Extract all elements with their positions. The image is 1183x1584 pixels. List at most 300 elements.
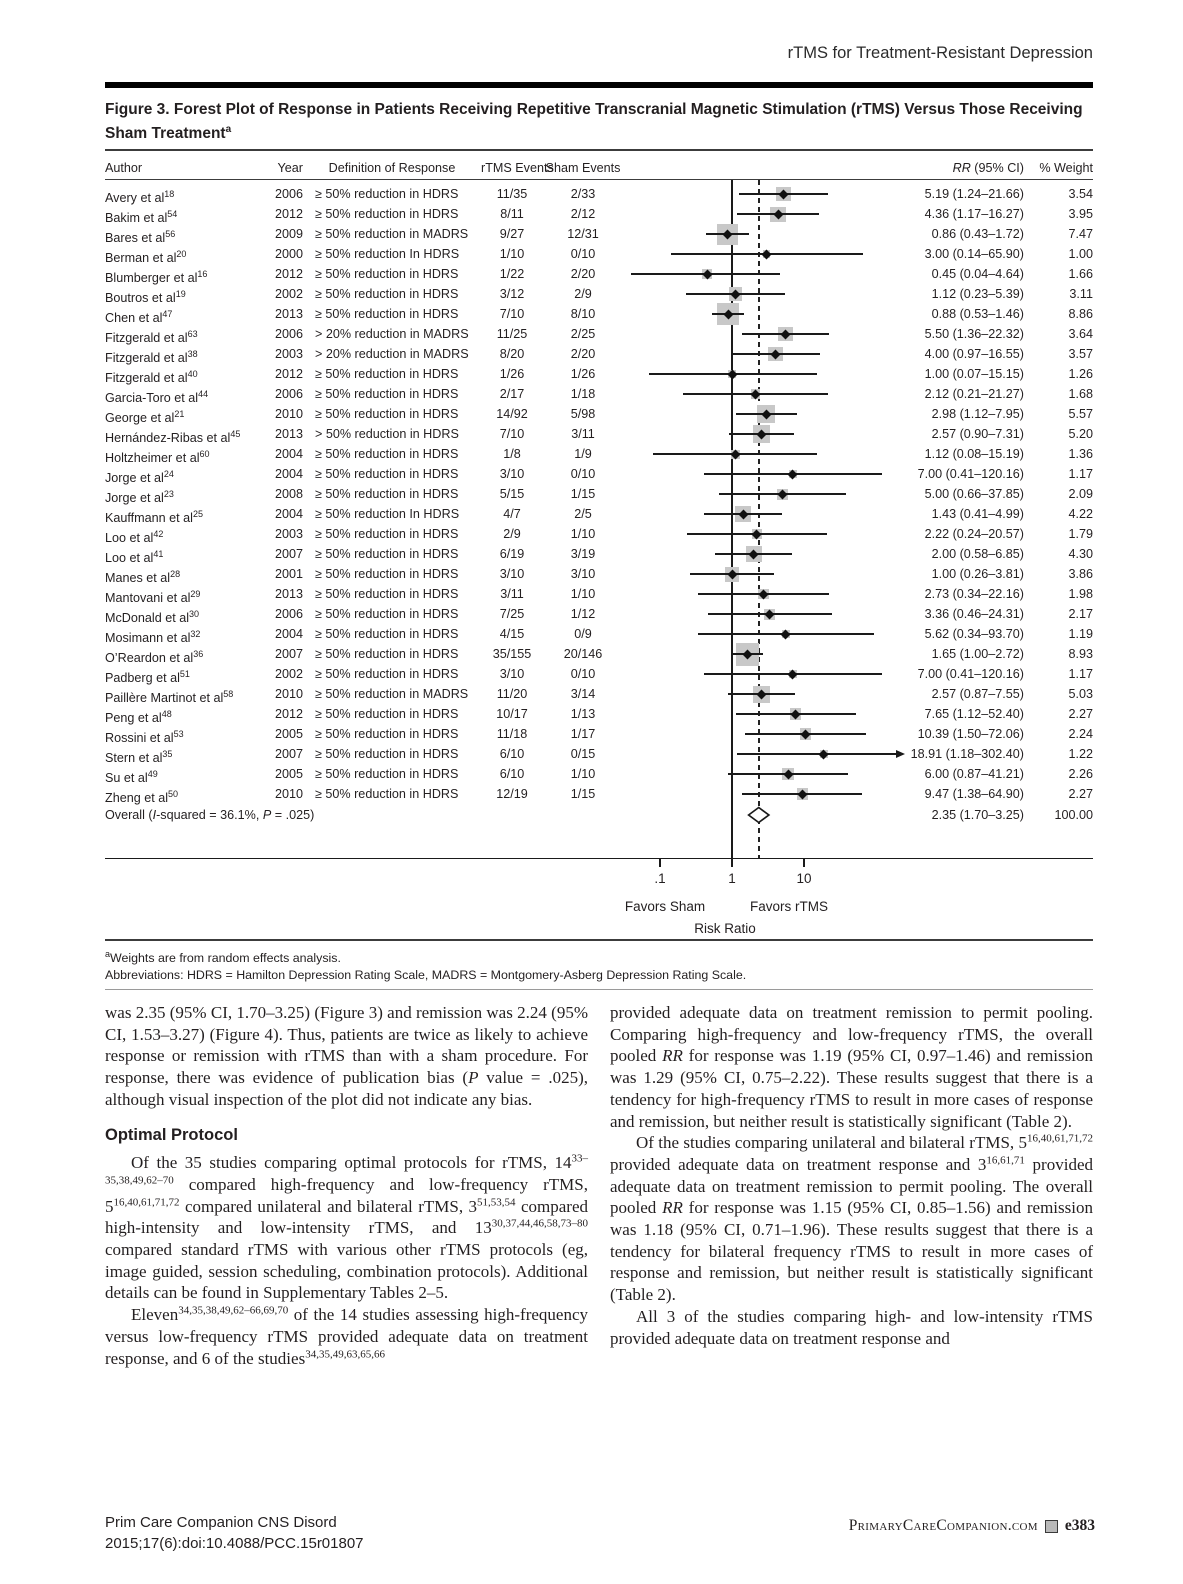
- weight-value: 5.03: [1068, 687, 1093, 702]
- footnote-abbreviations: Abbreviations: HDRS = Hamilton Depression Rating Scale, MADRS = Montgomery-Asberg Depression Rating Scale.: [105, 967, 747, 982]
- overall-rr-text: 2.35 (1.70–3.25): [931, 808, 1024, 823]
- rr-ci-value: 18.91 (1.18–302.40): [910, 747, 1024, 762]
- author-ref: 35: [162, 749, 173, 760]
- rr-ci-value: 0.88 (0.53–1.46): [931, 307, 1024, 322]
- tick-label-1: 1: [728, 871, 736, 887]
- weight-value: 5.57: [1068, 407, 1093, 422]
- response-definition: ≥ 50% reduction in HDRS: [315, 367, 459, 382]
- ci-plot-cell: [623, 644, 906, 664]
- study-year: 2004: [274, 627, 303, 642]
- author-name: Avery et al: [105, 191, 165, 206]
- rr-ci-value: 3.36 (0.46–24.31): [924, 607, 1024, 622]
- study-year: 2012: [274, 707, 303, 722]
- col-header-year: Year: [277, 161, 303, 176]
- study-year: 2004: [274, 467, 303, 482]
- sham-events-value: 0/10: [570, 467, 596, 482]
- weight-value: 5.20: [1068, 427, 1093, 442]
- rtms-events-value: 6/19: [499, 547, 525, 562]
- author-name: Loo et al: [105, 551, 154, 566]
- rtms-events-value: 7/10: [499, 307, 525, 322]
- rr-ci-value: 5.19 (1.24–21.66): [924, 187, 1024, 202]
- study-author: [105, 224, 265, 244]
- study-year: 2006: [274, 387, 303, 402]
- study-year: 2006: [274, 187, 303, 202]
- rr-ci-value: 0.86 (0.43–1.72): [931, 227, 1024, 242]
- ci-plot-cell: [623, 324, 906, 344]
- weight-value: 3.64: [1068, 327, 1093, 342]
- response-definition: ≥ 50% reduction in HDRS: [315, 647, 459, 662]
- body-paragraph: Eleven$^{34,35,38,49,62-66,69,70}$ of the 14 studies assessing high-frequency versus low-frequency rTMS provided adequate data on treatment response, and 6 of the studies$^{34,35,49,63,65,66}$: [105, 1304, 588, 1368]
- author-ref: 44: [198, 389, 209, 400]
- author-ref: 63: [187, 329, 198, 340]
- study-author: [105, 504, 265, 524]
- author-name: Mantovani et al: [105, 591, 191, 606]
- table-row: [105, 244, 1093, 264]
- weight-value: 2.26: [1068, 767, 1093, 782]
- footer-site-info: [849, 1517, 1095, 1535]
- figure-title: Figure 3. Forest Plot of Response in Patients Receiving Repetitive Transcranial Magnetic Stimulation (rTMS) Versus Those Receiving Sham Treatment$^a$: [105, 101, 1083, 143]
- sham-events-value: 1/26: [570, 367, 596, 382]
- study-year: 2013: [274, 587, 303, 602]
- author-ref: 20: [176, 249, 187, 260]
- x-axis-area: [105, 859, 1093, 937]
- sham-events-value: 1/18: [570, 387, 596, 402]
- table-row: [105, 784, 1093, 804]
- sham-events-value: 3/14: [570, 687, 596, 702]
- response-definition: ≥ 50% reduction in HDRS: [315, 567, 459, 582]
- author-name: Fitzgerald et al: [105, 371, 188, 386]
- footnote-weights: $^a$Weights are from random effects analysis.: [105, 949, 341, 966]
- response-definition: ≥ 50% reduction in HDRS: [315, 487, 459, 502]
- study-year: 2002: [274, 667, 303, 682]
- weight-value: 1.00: [1068, 247, 1093, 262]
- sham-events-value: 0/10: [570, 667, 596, 682]
- rtms-events-value: 6/10: [499, 767, 525, 782]
- table-row: [105, 404, 1093, 424]
- response-definition: ≥ 50% reduction in HDRS: [315, 627, 459, 642]
- sham-events-value: 20/146: [563, 647, 603, 662]
- body-paragraph: provided adequate data on treatment remission to permit pooling. Comparing high-frequency and low-frequency rTMS, the overall pooled RR for response was 1.19 (95% CI, 0.97–1.46) and remission was 1.29 (95% CI, 0.75–2.22). These results suggest that there is a tendency for high-frequency rTMS to result in more cases of response and remission, but neither result is statistically significant (Table 2).: [610, 1003, 1093, 1131]
- study-year: 2009: [274, 227, 303, 242]
- response-definition: ≥ 50% reduction In HDRS: [315, 247, 460, 262]
- sham-events-value: 0/15: [570, 747, 596, 762]
- weight-value: 2.27: [1068, 707, 1093, 722]
- ci-plot-cell: [623, 564, 906, 584]
- favors-rtms-label: Favors rTMS: [749, 899, 829, 915]
- weight-value: 3.57: [1068, 347, 1093, 362]
- table-row: [105, 584, 1093, 604]
- weight-value: 4.30: [1068, 547, 1093, 562]
- ci-plot-cell: [623, 704, 906, 724]
- rtms-events-value: 10/17: [496, 707, 528, 722]
- rr-ci-value: 2.00 (0.58–6.85): [931, 547, 1024, 562]
- table-row: [105, 184, 1093, 204]
- response-definition: ≥ 50% reduction in HDRS: [315, 447, 459, 462]
- study-year: 2012: [274, 207, 303, 222]
- weight-value: 4.22: [1068, 507, 1093, 522]
- author-ref: 42: [153, 529, 164, 540]
- weight-value: 2.17: [1068, 607, 1093, 622]
- weight-value: 7.47: [1068, 227, 1093, 242]
- table-row: [105, 644, 1093, 664]
- sham-events-value: 2/20: [570, 267, 596, 282]
- sham-events-value: 1/10: [570, 587, 596, 602]
- body-column-left: [105, 1002, 588, 1369]
- ci-plot-cell: [623, 484, 906, 504]
- study-year: 2007: [274, 747, 303, 762]
- table-row: [105, 324, 1093, 344]
- author-name: Fitzgerald et al: [105, 351, 188, 366]
- response-definition: ≥ 50% reduction in HDRS: [315, 707, 459, 722]
- author-name: Fitzgerald et al: [105, 331, 188, 346]
- footer-journal-info: [105, 1512, 364, 1554]
- col-header-rtms-events: rTMS Events: [481, 161, 554, 176]
- ci-line: [737, 753, 896, 755]
- ci-plot-cell: [623, 744, 906, 764]
- rr-ci-value: 10.39 (1.50–72.06): [917, 727, 1024, 742]
- study-author: [105, 344, 265, 364]
- study-author: [105, 384, 265, 404]
- study-author: [105, 464, 265, 484]
- ci-plot-cell: [623, 664, 906, 684]
- rtms-events-value: 3/10: [499, 667, 525, 682]
- study-year: 2005: [274, 727, 303, 742]
- author-ref: 30: [189, 609, 200, 620]
- tick-mark-10: [803, 859, 805, 867]
- rtms-events-value: 3/10: [499, 467, 525, 482]
- author-name: Mosimann et al: [105, 631, 191, 646]
- figure-bottom-rule: [105, 989, 1093, 990]
- study-author: [105, 704, 265, 724]
- rr-ci-value: 6.00 (0.87–41.21): [924, 767, 1024, 782]
- response-definition: ≥ 50% reduction in HDRS: [315, 207, 459, 222]
- tick-label-10: 10: [796, 871, 812, 887]
- table-row: [105, 604, 1093, 624]
- author-ref: 16: [197, 269, 208, 280]
- table-row: [105, 204, 1093, 224]
- rtms-events-value: 35/155: [492, 647, 532, 662]
- author-name: Jorge et al: [105, 471, 164, 486]
- author-ref: 60: [199, 449, 210, 460]
- response-definition: ≥ 50% reduction in HDRS: [315, 667, 459, 682]
- study-author: [105, 744, 265, 764]
- ci-plot-cell: [623, 504, 906, 524]
- sham-events-value: 2/25: [570, 327, 596, 342]
- rr-ci-value: 7.65 (1.12–52.40): [924, 707, 1024, 722]
- study-author: [105, 724, 265, 744]
- col-header-sham-events: Sham Events: [545, 161, 621, 176]
- sham-events-value: 1/9: [574, 447, 592, 462]
- author-name: Holtzheimer et al: [105, 451, 200, 466]
- table-row: [105, 344, 1093, 364]
- table-row: [105, 624, 1093, 644]
- response-definition: ≥ 50% reduction in HDRS: [315, 787, 459, 802]
- body-paragraph: Of the 35 studies comparing optimal protocols for rTMS, 14$^{33-35,38,49,62-70}$ compared high-frequency and low-frequency rTMS, 5$^{16,40,61,71,72}$ compared unilateral and bilateral rTMS, 3$^{51,53,54}$ compared high-intensity and low-intensity rTMS, and 13$^{30,37,44,46,58,73-80}$ compared standard rTMS with various other rTMS protocols (eg, image guided, session scheduling, combination protocols). Additional details can be found in Supplementary Tables 2–5.: [105, 1152, 589, 1303]
- figure-footnotes: [105, 941, 1093, 989]
- author-ref: 36: [193, 649, 204, 660]
- author-ref: 54: [167, 209, 178, 220]
- author-name: Blumberger et al: [105, 271, 198, 286]
- rr-ci-value: 4.00 (0.97–16.55): [924, 347, 1024, 362]
- study-year: 2004: [274, 447, 303, 462]
- rtms-events-value: 3/12: [499, 287, 525, 302]
- study-author: [105, 204, 265, 224]
- study-year: 2010: [274, 687, 303, 702]
- study-year: 2007: [274, 647, 303, 662]
- rr-ci-value: 1.12 (0.08–15.19): [924, 447, 1024, 462]
- rtms-events-value: 11/25: [496, 327, 528, 342]
- sham-events-value: 1/12: [570, 607, 596, 622]
- author-name: Bares et al: [105, 231, 166, 246]
- weight-value: 1.36: [1068, 447, 1093, 462]
- study-year: 2010: [274, 407, 303, 422]
- study-year: 2008: [274, 487, 303, 502]
- study-year: 2013: [274, 307, 303, 322]
- sham-events-value: 1/10: [570, 767, 596, 782]
- weight-value: 1.79: [1068, 527, 1093, 542]
- table-row: [105, 464, 1093, 484]
- rtms-events-value: 11/35: [496, 187, 528, 202]
- table-row: [105, 544, 1093, 564]
- x-axis-title: Risk Ratio: [694, 921, 756, 937]
- ci-plot-cell: [623, 264, 906, 284]
- study-author: [105, 244, 265, 264]
- table-row: [105, 664, 1093, 684]
- rr-ci-value: 2.73 (0.34–22.16): [924, 587, 1024, 602]
- sham-events-value: 5/98: [570, 407, 596, 422]
- sham-events-value: 12/31: [567, 227, 599, 242]
- study-year: 2002: [274, 287, 303, 302]
- rtms-events-value: 14/92: [496, 407, 528, 422]
- author-ref: 29: [190, 589, 201, 600]
- rtms-events-value: 8/11: [500, 207, 524, 222]
- response-definition: ≥ 50% reduction in HDRS: [315, 387, 459, 402]
- author-name: Peng et al: [105, 711, 162, 726]
- sham-events-value: 1/13: [570, 707, 596, 722]
- table-row: [105, 384, 1093, 404]
- response-definition: ≥ 50% reduction in HDRS: [315, 407, 459, 422]
- rtms-events-value: 6/10: [499, 747, 525, 762]
- author-name: Boutros et al: [105, 291, 176, 306]
- author-name: Padberg et al: [105, 671, 180, 686]
- section-heading: Optimal Protocol: [105, 1125, 238, 1144]
- response-definition: ≥ 50% reduction in HDRS: [315, 587, 459, 602]
- rr-ci-value: 7.00 (0.41–120.16): [917, 467, 1024, 482]
- sham-events-value: 2/5: [574, 507, 592, 522]
- sham-events-value: 3/10: [570, 567, 596, 582]
- study-year: 2006: [274, 327, 303, 342]
- ci-plot-cell: [623, 764, 906, 784]
- author-name: Paillère Martinot et al: [105, 691, 224, 706]
- author-ref: 53: [173, 729, 184, 740]
- author-ref: 23: [163, 489, 174, 500]
- response-definition: ≥ 50% reduction in HDRS: [315, 527, 459, 542]
- response-definition: ≥ 50% reduction in HDRS: [315, 547, 459, 562]
- footer-page-number: e383: [1064, 1517, 1095, 1534]
- sham-events-value: 1/10: [570, 527, 596, 542]
- author-name: Jorge et al: [105, 491, 164, 506]
- author-ref: 25: [192, 509, 203, 520]
- table-row: [105, 504, 1093, 524]
- author-name: Bakim et al: [105, 211, 168, 226]
- table-row: [105, 424, 1093, 444]
- rr-ci-value: 1.12 (0.23–5.39): [931, 287, 1024, 302]
- weight-value: 2.09: [1068, 487, 1093, 502]
- footer-journal-name: Prim Care Companion CNS Disord: [105, 1514, 337, 1531]
- rr-ci-value: 9.47 (1.38–64.90): [924, 787, 1024, 802]
- rtms-events-value: 1/10: [499, 247, 525, 262]
- author-ref: 51: [179, 669, 190, 680]
- ci-clip-arrow-icon: [896, 750, 905, 758]
- ci-plot-cell: [623, 384, 906, 404]
- weight-value: 8.86: [1068, 307, 1093, 322]
- study-author: [105, 444, 265, 464]
- ci-plot-cell: [623, 464, 906, 484]
- weight-value: 1.98: [1068, 587, 1093, 602]
- ci-plot-cell: [623, 584, 906, 604]
- body-paragraph: All 3 of the studies comparing high- and low-intensity rTMS provided adequate data on treatment response and: [610, 1306, 1093, 1348]
- weight-value: 1.17: [1068, 467, 1093, 482]
- rtms-events-value: 9/27: [499, 227, 525, 242]
- header-rule: [105, 82, 1093, 88]
- table-header-row: [105, 151, 1093, 179]
- tick-mark-1: [731, 859, 733, 867]
- rtms-events-value: 12/19: [496, 787, 528, 802]
- response-definition: ≥ 50% reduction In HDRS: [315, 507, 460, 522]
- rr-ci-value: 5.00 (0.66–37.85): [924, 487, 1024, 502]
- col-header-rr-ci: RR (95% CI): [952, 161, 1024, 176]
- sham-events-value: 1/15: [570, 787, 596, 802]
- study-year: 2001: [274, 567, 303, 582]
- chart-region: [105, 180, 1093, 937]
- study-author: [105, 404, 265, 424]
- study-year: 2006: [274, 607, 303, 622]
- study-author: [105, 784, 265, 804]
- sham-events-value: 2/9: [574, 287, 592, 302]
- rtms-events-value: 1/22: [499, 267, 525, 282]
- rtms-events-value: 7/10: [499, 427, 525, 442]
- col-header-author: Author: [105, 161, 143, 176]
- overall-label: Overall (I-squared = 36.1%, P = .025): [105, 808, 315, 823]
- table-row: [105, 284, 1093, 304]
- study-author: [105, 304, 265, 324]
- rr-ci-value: 1.65 (1.00–2.72): [931, 647, 1024, 662]
- study-year: 2003: [274, 347, 303, 362]
- weight-value: 1.22: [1068, 747, 1093, 762]
- author-ref: 58: [223, 689, 234, 700]
- author-ref: 41: [153, 549, 164, 560]
- weight-value: 2.27: [1068, 787, 1093, 802]
- author-ref: 24: [163, 469, 174, 480]
- weight-value: 1.68: [1068, 387, 1093, 402]
- author-ref: 45: [230, 429, 241, 440]
- weight-value: 2.24: [1068, 727, 1093, 742]
- sham-events-value: 1/15: [570, 487, 596, 502]
- rtms-events-value: 5/15: [499, 487, 525, 502]
- author-ref: 47: [162, 309, 173, 320]
- weight-value: 1.17: [1068, 667, 1093, 682]
- table-row: [105, 224, 1093, 244]
- ci-plot-cell: [623, 684, 906, 704]
- study-author: [105, 604, 265, 624]
- response-definition: ≥ 50% reduction in MADRS: [315, 687, 469, 702]
- overall-plot-cell: [623, 804, 906, 826]
- ci-plot-cell: [623, 784, 906, 804]
- col-header-definition: Definition of Response: [328, 161, 456, 176]
- ci-plot-cell: [623, 544, 906, 564]
- study-year: 2013: [274, 427, 303, 442]
- ci-plot-cell: [623, 364, 906, 384]
- body-paragraph: was 2.35 (95% CI, 1.70–3.25) (Figure 3) and remission was 2.24 (95% CI, 1.53–3.27) (Figure 4). Thus, patients are twice as likely to achieve response or remission with rTMS than with a sham procedure. For response, there was evidence of publication bias (P value = .025), although visual inspection of the plot did not indicate any bias.: [105, 1003, 589, 1109]
- study-author: [105, 264, 265, 284]
- author-name: George et al: [105, 411, 175, 426]
- table-row: [105, 444, 1093, 464]
- author-name: Manes et al: [105, 571, 171, 586]
- author-name: Garcia-Toro et al: [105, 391, 199, 406]
- footer-site-name: PrimaryCareCompanion.com: [848, 1517, 1038, 1534]
- table-row: [105, 484, 1093, 504]
- overall-row: [105, 804, 1093, 826]
- table-row: [105, 684, 1093, 704]
- author-name: Zheng et al: [105, 791, 169, 806]
- author-ref: 48: [161, 709, 172, 720]
- author-ref: 28: [170, 569, 181, 580]
- rtms-events-value: 3/11: [500, 587, 524, 602]
- table-row: [105, 524, 1093, 544]
- study-year: 2003: [274, 527, 303, 542]
- response-definition: ≥ 50% reduction in HDRS: [315, 747, 459, 762]
- author-ref: 32: [190, 629, 201, 640]
- weight-value: 1.19: [1068, 627, 1093, 642]
- rr-ci-value: 1.00 (0.26–3.81): [931, 567, 1024, 582]
- ci-plot-cell: [623, 224, 906, 244]
- forest-rows: [105, 184, 1093, 804]
- tick-mark-0.1: [659, 859, 661, 867]
- study-author: [105, 524, 265, 544]
- sham-events-value: 2/33: [570, 187, 596, 202]
- ci-plot-cell: [623, 624, 906, 644]
- body-column-right: [610, 1002, 1093, 1369]
- rr-ci-value: 2.57 (0.87–7.55): [931, 687, 1024, 702]
- author-name: Rossini et al: [105, 731, 174, 746]
- author-name: Hernández-Ribas et al: [105, 431, 231, 446]
- study-author: [105, 364, 265, 384]
- response-definition: ≥ 50% reduction in HDRS: [315, 307, 459, 322]
- ci-plot-cell: [623, 204, 906, 224]
- study-author: [105, 684, 265, 704]
- rtms-events-value: 2/17: [499, 387, 525, 402]
- study-author: [105, 284, 265, 304]
- response-definition: > 20% reduction in MADRS: [315, 327, 469, 342]
- author-name: Loo et al: [105, 531, 154, 546]
- response-definition: ≥ 50% reduction in HDRS: [315, 767, 459, 782]
- rr-ci-value: 4.36 (1.17–16.27): [924, 207, 1024, 222]
- author-ref: 50: [168, 789, 179, 800]
- study-year: 2005: [274, 767, 303, 782]
- study-author: [105, 644, 265, 664]
- weight-value: 3.95: [1068, 207, 1093, 222]
- author-name: O’Reardon et al: [105, 651, 194, 666]
- rr-ci-value: 5.50 (1.36–22.32): [924, 327, 1024, 342]
- figure-3: [105, 96, 1093, 990]
- rtms-events-value: 1/26: [499, 367, 525, 382]
- study-year: 2004: [274, 507, 303, 522]
- ci-plot-cell: [623, 444, 906, 464]
- response-definition: ≥ 50% reduction in HDRS: [315, 187, 459, 202]
- author-ref: 40: [187, 369, 198, 380]
- article-body: [105, 1002, 1093, 1369]
- rtms-events-value: 2/9: [503, 527, 521, 542]
